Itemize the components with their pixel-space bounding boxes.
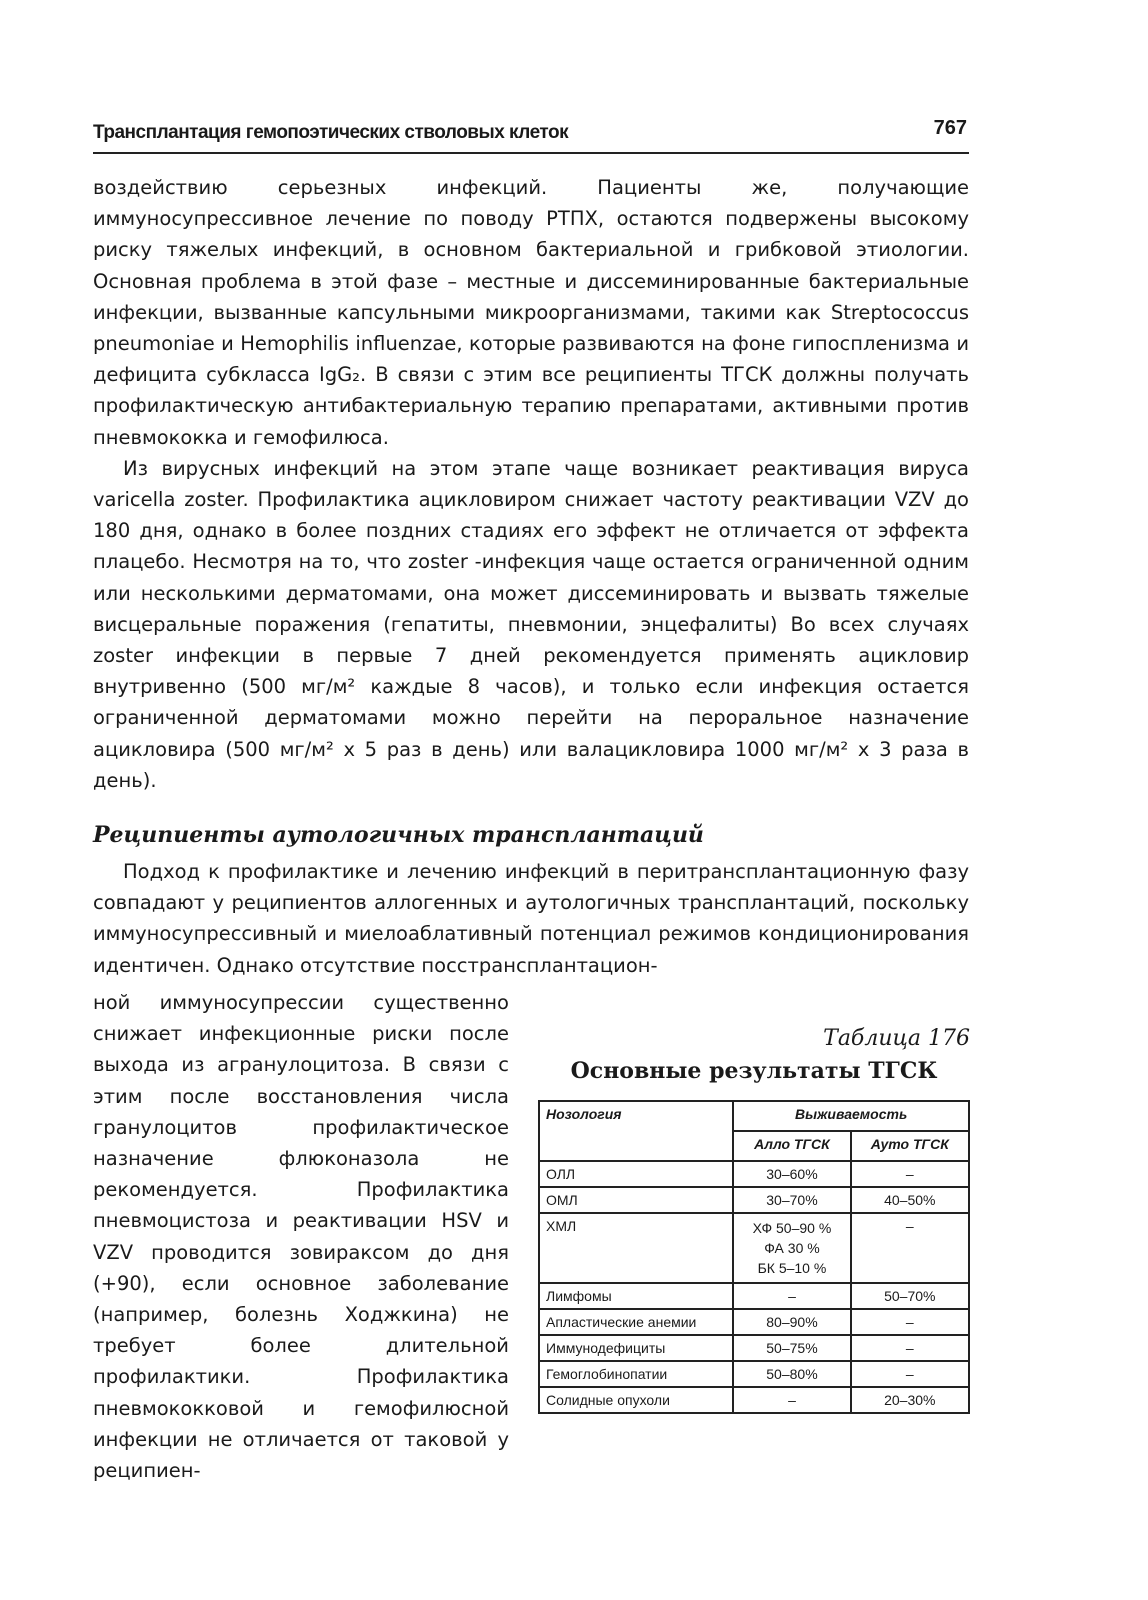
- section-text: [93, 856, 969, 981]
- cell-auto: –: [851, 1361, 969, 1387]
- cell-nosology: Солидные опухоли: [539, 1387, 733, 1413]
- cell-nosology: Лимфомы: [539, 1283, 733, 1309]
- running-title: Трансплантация гемопоэтических стволовых клеток: [93, 122, 569, 143]
- paragraph: Подход к профилактике и лечению инфекций в перитрансплантационную фазу совпадают у реципиентов аллогенных и аутологичных трансплантаций, поскольку иммуносупрессивный и миелоаблативный потенциал режимов кондиционирования идентичен. Однако отсутствие посстрансплантацион-: [93, 860, 969, 977]
- header-nosology: Нозология: [539, 1101, 733, 1161]
- cell-nosology: Иммунодефициты: [539, 1335, 733, 1361]
- cell-allo: –: [733, 1387, 850, 1413]
- cell-allo: –: [733, 1283, 850, 1309]
- table-header-row: [539, 1101, 969, 1131]
- cell-nosology: Апластические анемии: [539, 1309, 733, 1335]
- cell-allo: 30–70%: [733, 1187, 850, 1213]
- cell-line: ХФ 50–90 %: [752, 1220, 832, 1236]
- table-row: [539, 1309, 969, 1335]
- header-survival: Выживаемость: [733, 1101, 969, 1131]
- cell-line: ФА 30 %: [764, 1240, 820, 1256]
- cell-auto: 20–30%: [851, 1387, 969, 1413]
- table-row: [539, 1335, 969, 1361]
- cell-auto: –: [851, 1309, 969, 1335]
- cell-auto: 40–50%: [851, 1187, 969, 1213]
- page-header: [93, 112, 969, 154]
- table-row: [539, 1213, 969, 1283]
- cell-nosology: ОЛЛ: [539, 1161, 733, 1187]
- page-number: 767: [933, 117, 967, 139]
- table-row: [539, 1187, 969, 1213]
- body-text: [93, 172, 969, 796]
- table-row: [539, 1361, 969, 1387]
- table-row: [539, 1387, 969, 1413]
- paragraph: воздействию серьезных инфекций. Пациенты же, получающие иммуносупрессивное лечение по поводу РТПХ, остаются подвержены высокому риску тяжелых инфекций, в основном бактериальной и грибковой этиологии. Основная проблема в этой фазе – местные и диссеминированные бактериальные инфекции, вызванные капсульными микроорганизмами, такими как Streptococcus pneumoniae и Hemophilis influenzae, которые развиваются на фоне гипоспленизма и дефицита субкласса IgG₂. В связи с этим все реципиенты ТГСК должны получать профилактическую антибактериальную терапию препаратами, активными против пневмококка и гемофилюса.: [93, 176, 969, 449]
- cell-auto: –: [851, 1335, 969, 1361]
- cell-nosology: ХМЛ: [539, 1213, 733, 1283]
- header-allo: Алло ТГСК: [733, 1131, 850, 1161]
- table-caption: Таблица 176: [823, 1026, 970, 1051]
- cell-line: БК 5–10 %: [757, 1260, 827, 1276]
- paragraph: ной иммуносупрессии существенно снижает инфекционные риски после выхода из агранулоцитоза. В связи с этим после восстановления числа гранулоцитов профилактическое назначение флюконазола не рекомендуется. Профилактика пневмоцистоза и реактивации HSV и VZV проводится зовираксом до дня (+90), если основное заболевание (например, болезнь Ходжкина) не требует более длительной профилактики. Профилактика пневмококковой и гемофилюсной инфекции не отличается от таковой у реципиен-: [93, 991, 509, 1483]
- results-table: [538, 1100, 970, 1414]
- cell-allo: 50–75%: [733, 1335, 850, 1361]
- cell-nosology: ОМЛ: [539, 1187, 733, 1213]
- cell-nosology: Гемоглобинопатии: [539, 1361, 733, 1387]
- cell-allo: 30–60%: [733, 1161, 850, 1187]
- cell-auto: –: [851, 1213, 969, 1283]
- table-row: [539, 1161, 969, 1187]
- paragraph: Из вирусных инфекций на этом этапе чаще возникает реактивация вируса varicella zoster. Профилактика ацикловиром снижает частоту реактивации VZV до 180 дня, однако в более поздних стадиях его эффект не отличается от эффекта плацебо. Несмотря на то, что zoster -инфекция чаще остается ограниченной одним или несколькими дерматомами, она может диссеминировать и вызвать тяжелые висцеральные поражения (гепатиты, пневмонии, энцефалиты) Во всех случаях zoster инфекции в первые 7 дней рекомендуется применять ацикловир внутривенно (500 мг/м² каждые 8 часов), и только если инфекция остается ограниченной дерматомами можно перейти на пероральное назначение ацикловира (500 мг/м² х 5 раз в день) или валацикловира 1000 мг/м² х 3 раза в день).: [93, 456, 969, 792]
- header-auto: Ауто ТГСК: [851, 1131, 969, 1161]
- cell-allo: 50–80%: [733, 1361, 850, 1387]
- section-heading: Реципиенты аутологичных трансплантаций: [93, 822, 704, 848]
- cell-auto: –: [851, 1161, 969, 1187]
- table-title: Основные результаты ТГСК: [570, 1058, 938, 1084]
- cell-allo: [733, 1213, 850, 1283]
- column-text: [93, 987, 509, 1486]
- cell-auto: 50–70%: [851, 1283, 969, 1309]
- cell-allo: 80–90%: [733, 1309, 850, 1335]
- table-row: [539, 1283, 969, 1309]
